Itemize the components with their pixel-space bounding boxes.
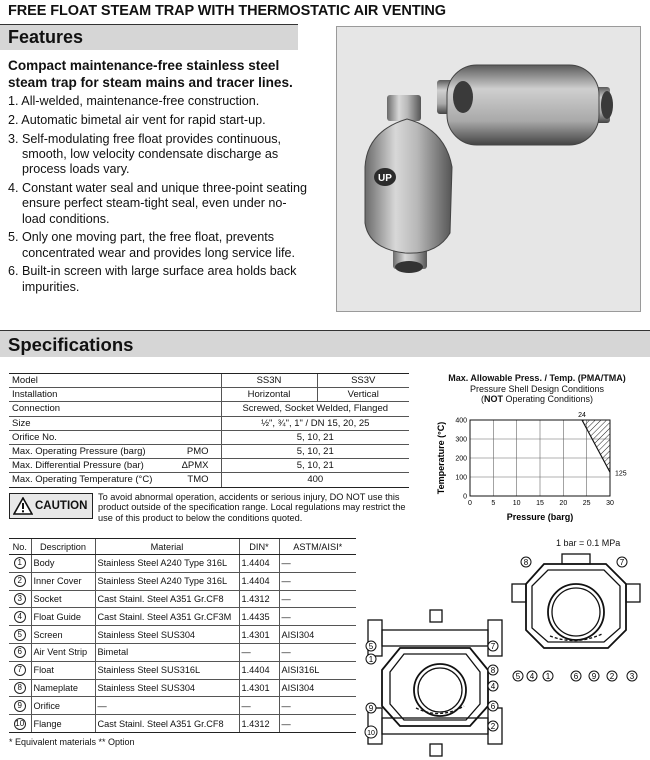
callout-1: 1	[368, 655, 374, 664]
chart-title-line2: Pressure Shell Design Conditions	[469, 383, 605, 394]
callout-6: 6	[490, 702, 496, 711]
callout-3: 3	[629, 672, 635, 681]
parts-row	[9, 555, 356, 573]
page-title: FREE FLOAT STEAM TRAP WITH THERMOSTATIC AIR VENTING	[8, 3, 446, 19]
part-material: Cast Stainl. Steel A351 Gr.CF8	[95, 590, 239, 608]
x-tick-label: 10	[512, 500, 521, 507]
part-description: Socket	[31, 590, 95, 608]
steam-trap-illustration	[337, 27, 642, 313]
callout-7: 7	[619, 558, 625, 567]
part-material: Bimetal	[95, 643, 239, 661]
features-list	[8, 94, 308, 299]
caution-label: CAUTION	[35, 500, 88, 512]
part-description: Float	[31, 661, 95, 679]
callout-4: 4	[529, 672, 535, 681]
specifications-heading: Specifications	[0, 330, 650, 357]
spec-symbol: TMO	[173, 473, 221, 487]
spec-table	[9, 373, 409, 488]
spec-row-size	[9, 416, 409, 430]
col-header: DIN*	[239, 539, 279, 555]
callout-7: 7	[490, 642, 496, 651]
part-number: 7	[14, 664, 26, 676]
part-number: 9	[14, 700, 26, 712]
feature-item: 3. Self-modulating free float provides continuous, smooth, low velocity condensate discharge as process loads vary.	[8, 131, 282, 177]
x-tick-label: 30	[606, 500, 614, 507]
x-tick-label: 25	[582, 500, 591, 507]
parts-row	[9, 590, 356, 608]
part-din: —	[239, 643, 279, 661]
data-label: 125	[615, 470, 627, 478]
part-din: 1.4312	[239, 590, 279, 608]
part-number: 8	[14, 682, 26, 694]
part-description: Inner Cover	[31, 572, 95, 590]
part-material: Stainless Steel SUS316L	[95, 661, 239, 679]
y-tick-label: 100	[455, 474, 467, 482]
part-astm: —	[279, 643, 356, 661]
x-tick-label: 5	[491, 500, 496, 507]
part-astm: —	[279, 697, 356, 715]
spec-label: Model	[9, 374, 173, 388]
up-label: UP	[378, 173, 392, 184]
spec-row-installation	[9, 388, 409, 402]
part-description: Screen	[31, 626, 95, 644]
feature-item: 6. Built-in screen with large surface area holds back impurities.	[8, 264, 297, 294]
part-astm: AISI316L	[279, 661, 356, 679]
part-number: 10	[15, 718, 25, 728]
col-header: No.	[9, 539, 31, 555]
callout-5: 5	[368, 642, 374, 651]
parts-row	[9, 679, 356, 697]
chart-title-not: NOT	[483, 394, 503, 404]
parts-footnote: * Equivalent materials ** Option	[9, 737, 135, 747]
spec-value: Screwed, Socket Welded, Flanged	[221, 402, 409, 416]
col-header: Description	[31, 539, 95, 555]
part-number: 2	[14, 575, 26, 587]
part-din: 1.4301	[239, 626, 279, 644]
pma-tma-chart	[432, 402, 642, 527]
spec-label: Max. Operating Temperature (°C)	[9, 473, 173, 487]
part-din: 1.4404	[239, 661, 279, 679]
feature-item: 5. Only one moving part, the free float, prevents concentrated wear and provides long service life.	[8, 230, 296, 260]
parts-row	[9, 572, 356, 590]
spec-value: SS3N	[221, 374, 317, 388]
x-tick-label: 0	[468, 500, 472, 507]
part-astm: —	[279, 572, 356, 590]
y-tick-label: 200	[455, 455, 467, 463]
callout-6: 6	[573, 672, 579, 681]
part-material: Stainless Steel SUS304	[95, 679, 239, 697]
spec-label: Size	[9, 416, 173, 430]
cross-section-horizontal	[360, 608, 508, 758]
callout-8: 8	[490, 666, 496, 675]
conversion-note: 1 bar = 0.1 MPa	[556, 538, 621, 548]
part-description: Nameplate	[31, 679, 95, 697]
part-din: 1.4301	[239, 679, 279, 697]
y-tick-label: 0	[463, 493, 467, 501]
caution-box	[9, 493, 93, 519]
spec-row-pmx	[9, 459, 409, 473]
part-material: Stainless Steel A240 Type 316L	[95, 572, 239, 590]
spec-row-orifice	[9, 430, 409, 444]
callout-4: 4	[490, 682, 496, 691]
part-number: 5	[14, 629, 26, 641]
col-header: Material	[95, 539, 239, 555]
part-astm: —	[279, 715, 356, 733]
spec-value: SS3V	[317, 374, 409, 388]
part-description: Float Guide	[31, 608, 95, 626]
part-number: 4	[14, 611, 26, 623]
callout-10: 10	[367, 730, 375, 737]
spec-value: 5, 10, 21	[221, 459, 409, 473]
parts-row	[9, 626, 356, 644]
chart-title	[422, 373, 650, 405]
part-description: Flange	[31, 715, 95, 733]
cross-section-vertical	[506, 550, 646, 685]
part-number: 1	[14, 557, 26, 569]
callout-2: 2	[609, 672, 615, 681]
part-din: —	[239, 697, 279, 715]
part-astm: AISI304	[279, 679, 356, 697]
y-tick-label: 300	[455, 436, 467, 444]
part-din: 1.4435	[239, 608, 279, 626]
x-tick-label: 15	[536, 500, 544, 507]
spec-label: Max. Differential Pressure (bar)	[9, 459, 173, 473]
spec-row-model	[9, 374, 409, 388]
data-label: 24	[578, 412, 586, 419]
parts-table	[9, 538, 356, 733]
spec-row-connection	[9, 402, 409, 416]
product-photo	[336, 26, 641, 312]
callout-2: 2	[490, 722, 496, 731]
spec-symbol: ΔPMX	[173, 459, 221, 473]
parts-row	[9, 697, 356, 715]
spec-label: Connection	[9, 402, 173, 416]
part-din: 1.4404	[239, 555, 279, 573]
feature-item: 4. Constant water seal and unique three-point seating ensure perfect steam-tight seal, even under no-load conditions.	[8, 180, 307, 226]
part-astm: —	[279, 555, 356, 573]
features-heading: Features	[0, 24, 298, 50]
spec-value: ½", ¾", 1" / DN 15, 20, 25	[221, 416, 409, 430]
spec-value: Horizontal	[221, 388, 317, 402]
part-material: Cast Stainl. Steel A351 Gr.CF8	[95, 715, 239, 733]
part-material: Cast Stainl. Steel A351 Gr.CF3M	[95, 608, 239, 626]
feature-item: 1. All-welded, maintenance-free construction.	[8, 94, 260, 108]
part-din: 1.4404	[239, 572, 279, 590]
feature-item: 2. Automatic bimetal air vent for rapid start-up.	[8, 112, 266, 127]
spec-label: Max. Operating Pressure (barg)	[9, 444, 173, 458]
callout-5: 5	[515, 672, 521, 681]
part-astm: AISI304	[279, 626, 356, 644]
spec-value: Vertical	[317, 388, 409, 402]
spec-label: Installation	[9, 388, 173, 402]
spec-value: 5, 10, 21	[221, 430, 409, 444]
spec-row-tmo	[9, 473, 409, 487]
x-axis-label: Pressure (barg)	[506, 512, 574, 522]
callout-1: 1	[545, 672, 551, 681]
y-axis-label: Temperature (°C)	[436, 421, 446, 495]
part-astm: —	[279, 608, 356, 626]
part-description: Body	[31, 555, 95, 573]
spec-label: Orifice No.	[9, 430, 173, 444]
callout-8: 8	[523, 558, 529, 567]
parts-row	[9, 608, 356, 626]
warning-icon	[13, 497, 33, 515]
part-material: —	[95, 697, 239, 715]
spec-row-pmo	[9, 444, 409, 458]
parts-row	[9, 643, 356, 661]
callout-9: 9	[368, 704, 374, 713]
part-description: Orifice	[31, 697, 95, 715]
part-material: Stainless Steel SUS304	[95, 626, 239, 644]
callout-9: 9	[591, 672, 597, 681]
y-tick-label: 400	[455, 417, 467, 425]
part-description: Air Vent Strip	[31, 643, 95, 661]
part-number: 3	[14, 593, 26, 605]
parts-header-row	[9, 539, 356, 555]
features-subtitle: Compact maintenance-free stainless steel steam trap for steam mains and tracer lines.	[8, 58, 293, 90]
x-tick-label: 20	[559, 500, 568, 507]
parts-row	[9, 661, 356, 679]
spec-value: 400	[221, 473, 409, 487]
part-astm: —	[279, 590, 356, 608]
part-material: Stainless Steel A240 Type 316L	[95, 555, 239, 573]
spec-symbol: PMO	[173, 444, 221, 458]
parts-row	[9, 715, 356, 733]
caution-text: To avoid abnormal operation, accidents or serious injury, DO NOT use this product outside of the specification range. Local regulations may restrict the use of this product to below the conditions quoted.	[98, 492, 406, 523]
col-header: ASTM/AISI*	[279, 539, 356, 555]
spec-value: 5, 10, 21	[221, 444, 409, 458]
part-din: 1.4312	[239, 715, 279, 733]
chart-title-line1: Max. Allowable Press. / Temp. (PMA/TMA)	[448, 373, 626, 383]
part-number: 6	[14, 646, 26, 658]
chart-title-line3: (NOT Operating Conditions)	[480, 394, 594, 404]
